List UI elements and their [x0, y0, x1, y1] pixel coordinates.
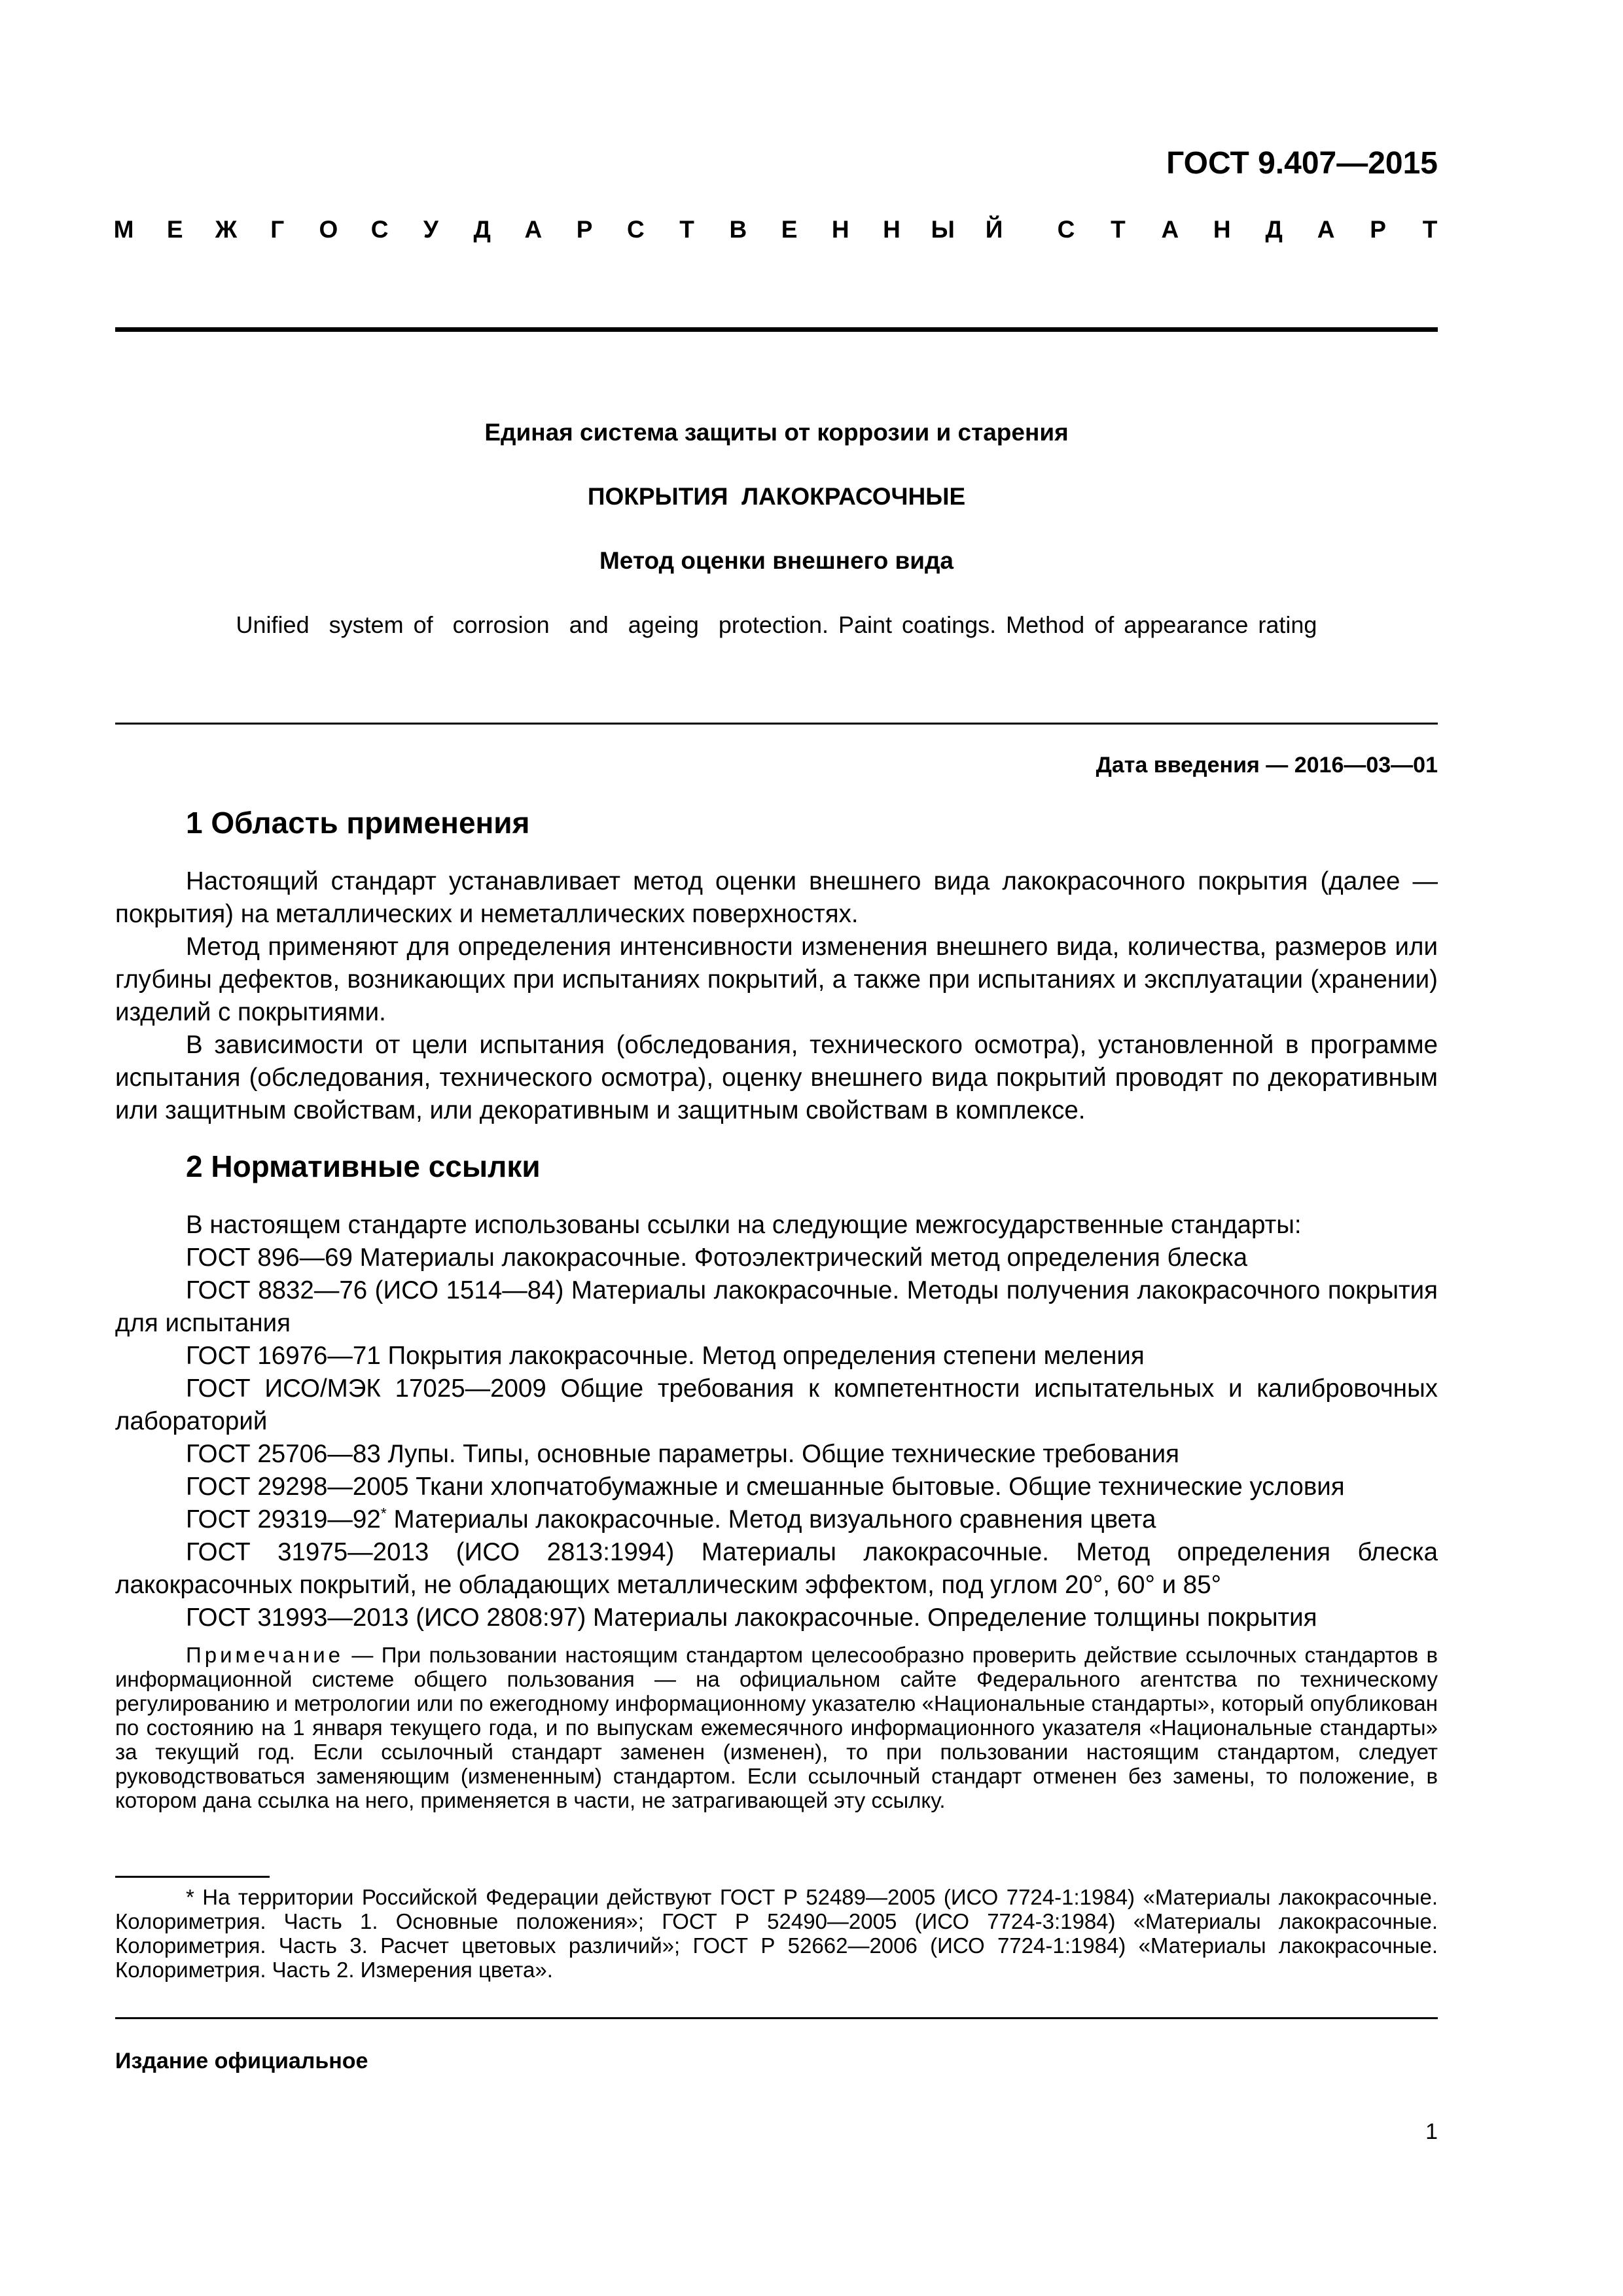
section-2-body [115, 1209, 1438, 1634]
interstate-letter: Н [883, 216, 901, 243]
sub-title: Метод оценки внешнего вида [599, 547, 954, 574]
title-rule [115, 723, 1438, 725]
document-code: ГОСТ 9.407—2015 [1166, 146, 1438, 181]
section-1-body [115, 865, 1438, 1127]
interstate-letter: Ы [931, 216, 955, 243]
standard-letter: А [1317, 216, 1335, 243]
reference-code: ГОСТ 29319—92 [186, 1505, 381, 1534]
standard-letter: Н [1213, 216, 1231, 243]
reference-item: ГОСТ ИСО/МЭК 17025—2009 Общие требования к компетентности испытательных и калибровочных лабораторий [115, 1374, 1438, 1435]
standard-letter: Т [1111, 216, 1126, 243]
edition-label: Издание официальное [115, 2049, 368, 2073]
standard-letter: С [1057, 216, 1075, 243]
reference-item: ГОСТ 31975—2013 (ИСО 2813:1994) Материалы лакокрасочные. Метод определения блеска лакокрасочных покрытий, не обладающих металлическим эффектом, под углом 20°, 60° и 85° [115, 1538, 1438, 1599]
paragraph: В настоящем стандарте использованы ссылки на следующие межгосударственные стандарты: [186, 1211, 1302, 1239]
paragraph: Настоящий стандарт устанавливает метод оценки внешнего вида лакокрасочного покрытия (далее — покрытия) на металлических и неметаллических поверхностях. [115, 867, 1438, 928]
section-2-heading: 2 Нормативные ссылки [186, 1149, 541, 1183]
footnote-rule [115, 1876, 270, 1878]
reference-item: ГОСТ 16976—71 Покрытия лакокрасочные. Метод определения степени меления [186, 1342, 1145, 1370]
interstate-letter: Е [781, 216, 798, 243]
main-title: ПОКРЫТИЯ ЛАКОКРАСОЧНЫЕ [587, 483, 966, 510]
interstate-letter: Р [576, 216, 593, 243]
interstate-letter: Е [166, 216, 183, 243]
interstate-letter: Д [473, 216, 491, 243]
interstate-letter: Г [270, 216, 285, 243]
footnote-marker[interactable]: * [380, 1505, 387, 1522]
reference-item: ГОСТ 31993—2013 (ИСО 2808:97) Материалы лакокрасочные. Определение толщины покрытия [186, 1604, 1317, 1632]
reference-item: ГОСТ 29298—2005 Ткани хлопчатобумажные и смешанные бытовые. Общие технические условия [186, 1473, 1345, 1501]
paragraph: Метод применяют для определения интенсивности изменения внешнего вида, количества, размеров или глубины дефектов, возникающих при испытаниях покрытий, а также при испытаниях и эксплуатации (хранении) изделий с покрытиями. [115, 933, 1438, 1026]
reference-item [115, 1503, 1438, 1536]
interstate-letter: С [626, 216, 645, 243]
reference-item: ГОСТ 25706—83 Лупы. Типы, основные параметры. Общие технические требования [186, 1440, 1179, 1468]
standard-letter: А [1161, 216, 1179, 243]
interstate-letter: С [370, 216, 389, 243]
reference-title: Материалы лакокрасочные. Метод визуального сравнения цвета [386, 1505, 1156, 1534]
header-rule [115, 327, 1438, 332]
paragraph: В зависимости от цели испытания (обследования, технического осмотра), установленной в программе испытания (обследования, технического осмотра), оценку внешнего вида покрытий проводят по декоративным или защитным свойствам, или декоративным и защитным свойствам в комплексе. [115, 1031, 1438, 1124]
note [115, 1643, 1438, 1812]
standard-letter: Д [1265, 216, 1283, 243]
footer-rule [115, 2017, 1438, 2019]
reference-item: ГОСТ 896—69 Материалы лакокрасочные. Фотоэлектрический метод определения блеска [186, 1244, 1248, 1272]
note-label: Примечание [186, 1643, 344, 1667]
interstate-letter: А [524, 216, 543, 243]
english-title: Unified system of corrosion and ageing protection. Paint coatings. Method of appearance rating [236, 611, 1317, 638]
footnote: * На территории Российской Федерации действуют ГОСТ Р 52489—2005 (ИСО 7724-1:1984) «Материалы лакокрасочные. Колориметрия. Часть 1. Основные положения»; ГОСТ Р 52490—2005 (ИСО 7724-3:1984) «Материалы лакокрасочные. Колориметрия. Часть 3. Расчет цветовых различий»; ГОСТ Р 52662—2006 (ИСО 7724-1:1984) «Материалы лакокрасочные. Колориметрия. Часть 2. Измерения цвета». [115, 1885, 1438, 1982]
reference-item: ГОСТ 8832—76 (ИСО 1514—84) Материалы лакокрасочные. Методы получения лакокрасочного покрытия для испытания [115, 1276, 1438, 1337]
standard-letter: Т [1422, 216, 1438, 243]
page-number: 1 [1425, 2119, 1438, 2144]
interstate-letter: М [113, 216, 134, 243]
interstate-standard-caption [115, 216, 1438, 255]
interstate-letter: Й [985, 216, 1003, 243]
system-title: Единая система защиты от коррозии и старения [484, 419, 1069, 446]
interstate-letter: В [729, 216, 747, 243]
interstate-letter: Ж [215, 216, 238, 243]
interstate-letter: О [319, 216, 338, 243]
standard-letter: Р [1370, 216, 1386, 243]
interstate-letter: Н [831, 216, 849, 243]
section-1-heading: 1 Область применения [186, 806, 530, 840]
introduction-date: Дата введения — 2016—03—01 [1096, 753, 1438, 778]
interstate-letter: У [423, 216, 438, 243]
interstate-letter: Т [679, 216, 694, 243]
note-text: — При пользовании настоящим стандартом целесообразно проверить действие ссылочных стандартов в информационной системе общего пользования — на официальном сайте Федерального агентства по техническому регулированию и метрологии или по ежегодному информационному указателю «Национальные стандарты», который опубликован по состоянию на 1 января текущего года, и по выпускам ежемесячного информационного указателя «Национальные стандарты» за текущий год. Если ссылочный стандарт заменен (изменен), то при пользовании настоящим стандартом, следует руководствоваться заменяющим (измененным) стандартом. Если ссылочный стандарт отменен без замены, то положение, в котором дана ссылка на него, применяется в части, не затрагивающей эту ссылку. [115, 1643, 1438, 1812]
